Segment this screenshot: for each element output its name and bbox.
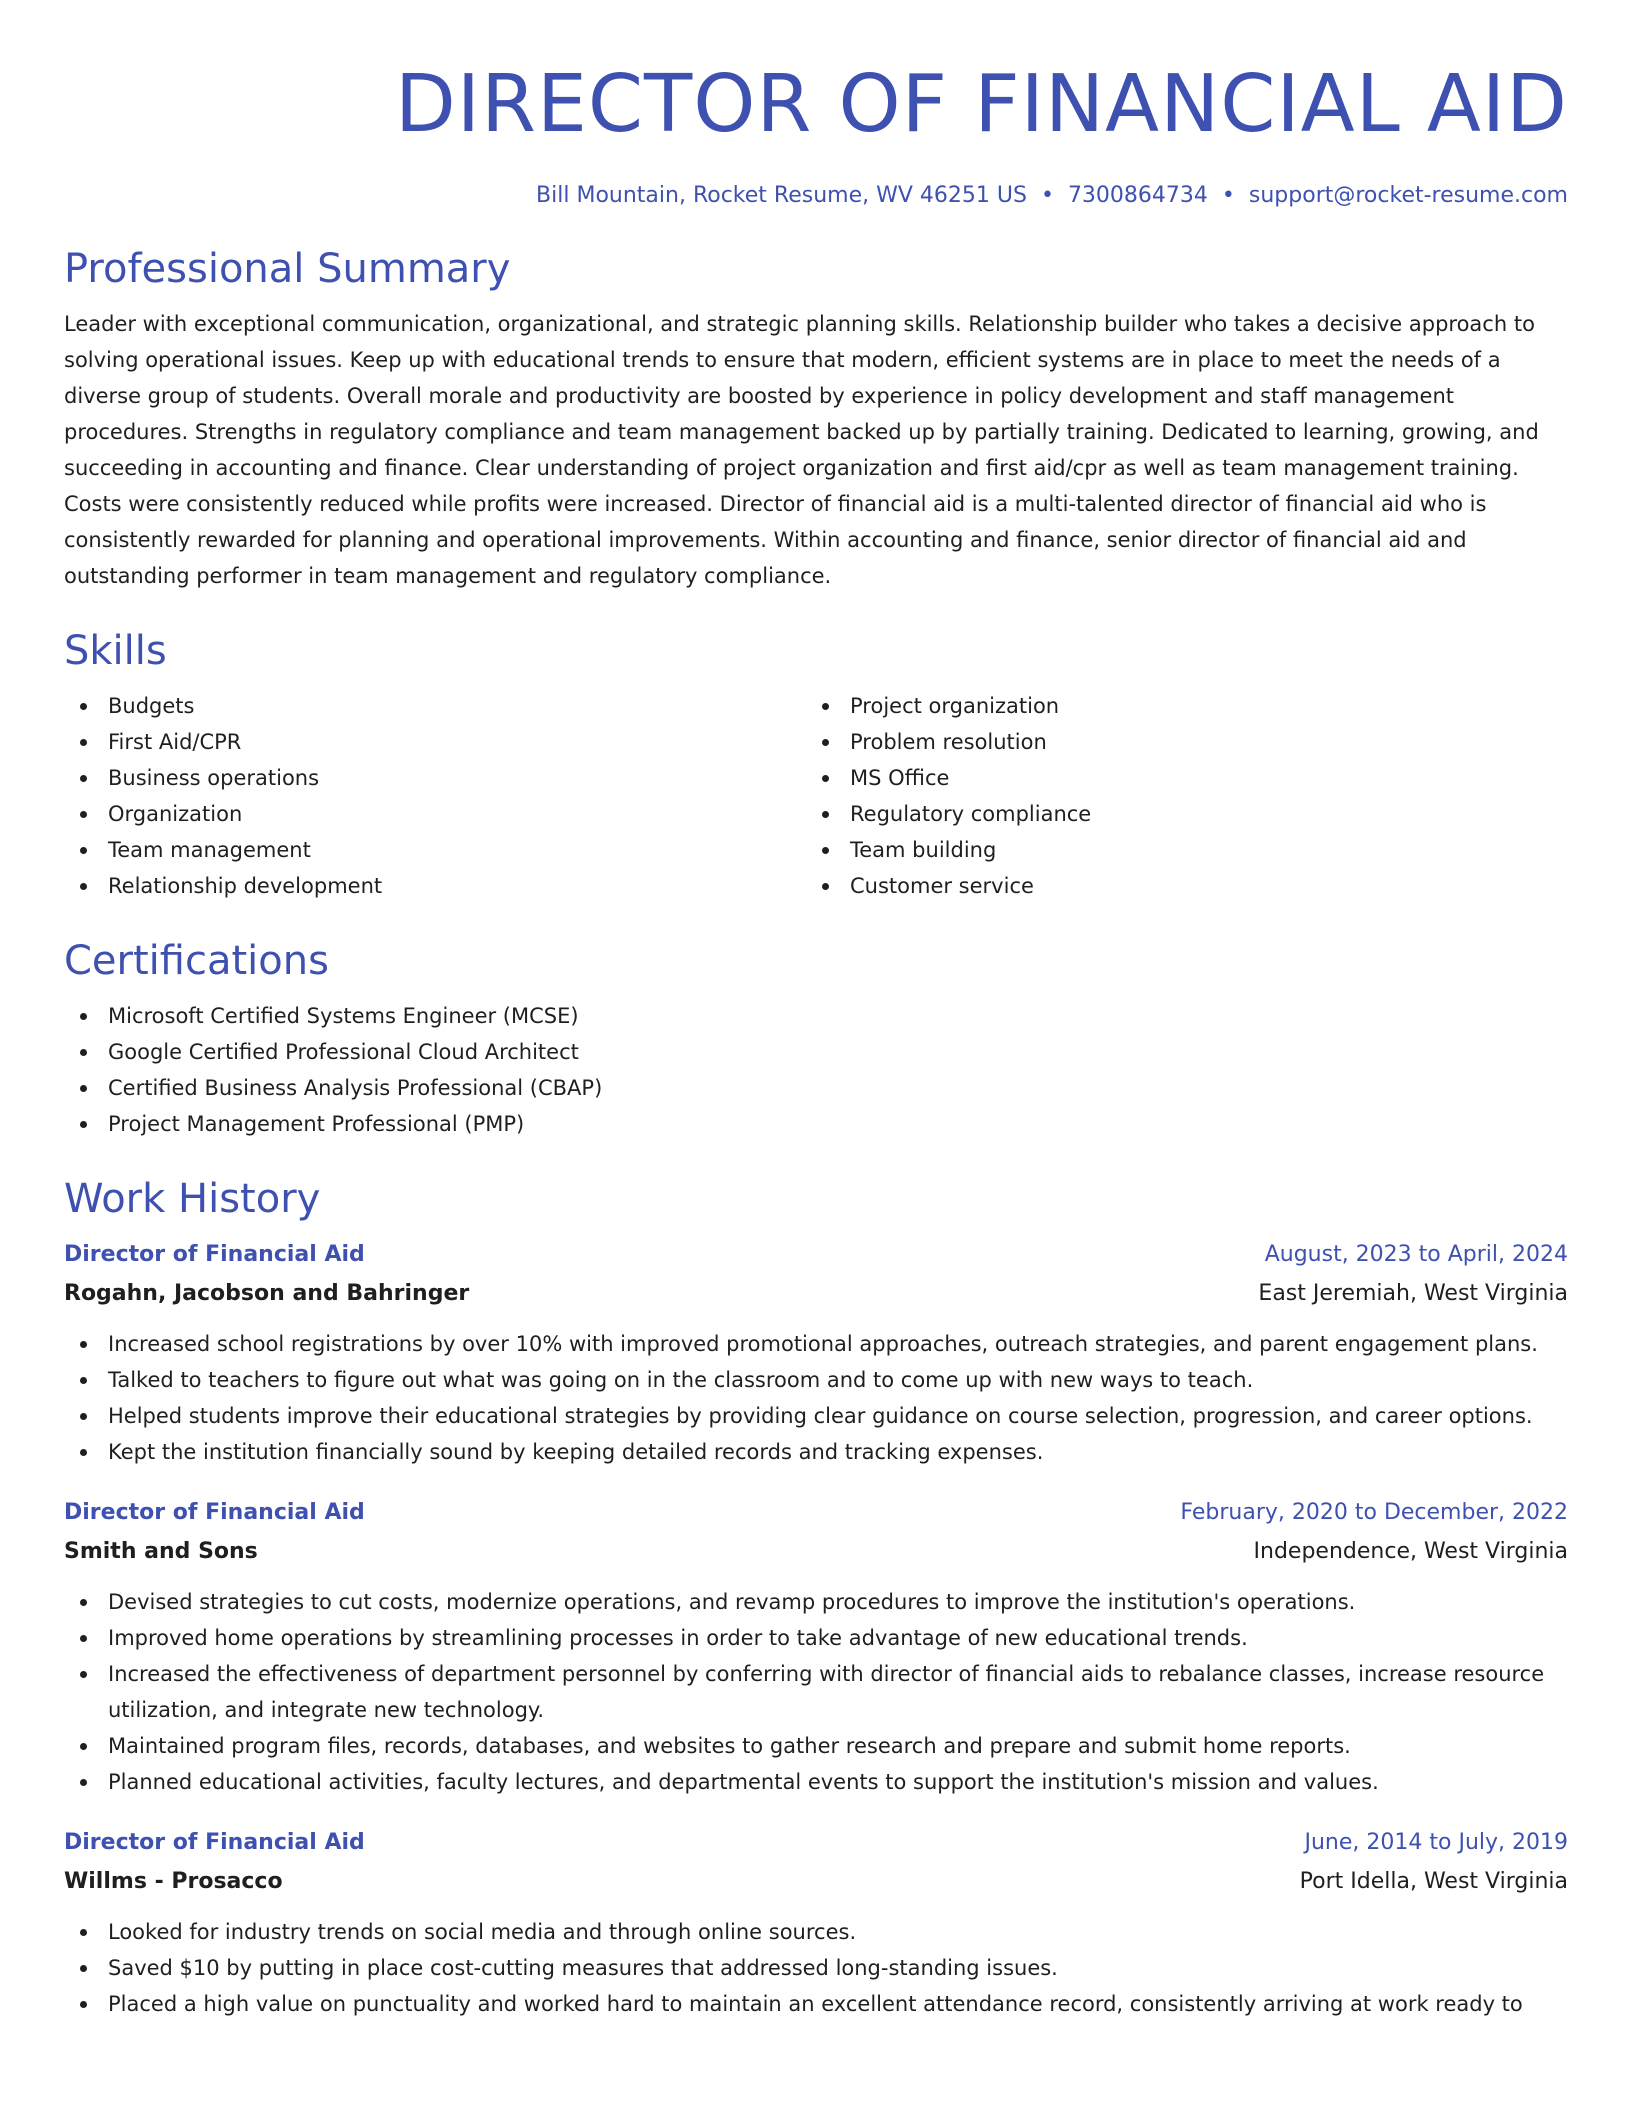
skill-item: MS Office bbox=[806, 760, 1548, 796]
job-bullet: Increased the effectiveness of department personnel by conferring with director of financial aids to rebalance classes, increase resource utilization, and integrate new technology. bbox=[64, 1656, 1568, 1728]
skill-item: Relationship development bbox=[64, 868, 806, 904]
certifications-list bbox=[64, 998, 1568, 1142]
job-title: Director of Financial Aid bbox=[64, 1500, 365, 1525]
job-bullet: Saved $10 by putting in place cost-cutting measures that addressed long-standing issues. bbox=[64, 1950, 1568, 1986]
job-header-row bbox=[64, 1236, 1568, 1274]
job-bullets bbox=[64, 1584, 1568, 1800]
job-bullet: Increased school registrations by over 10% with improved promotional approaches, outreach strategies, and parent engagement plans. bbox=[64, 1326, 1568, 1362]
job-dates: June, 2014 to July, 2019 bbox=[1304, 1830, 1568, 1855]
skill-item: Team management bbox=[64, 832, 806, 868]
certifications-section bbox=[64, 934, 1568, 1142]
work-history-heading: Work History bbox=[64, 1176, 321, 1222]
skills-section bbox=[64, 624, 1568, 904]
skills-column-right bbox=[806, 688, 1548, 904]
skill-item: First Aid/CPR bbox=[64, 724, 806, 760]
job-header-row bbox=[64, 1494, 1568, 1532]
certifications-heading: Certifications bbox=[64, 938, 329, 984]
contact-email: support@rocket-resume.com bbox=[1248, 183, 1568, 208]
job-company-row bbox=[64, 1532, 1568, 1572]
job-entry bbox=[64, 1236, 1568, 1470]
job-entry bbox=[64, 1824, 1568, 2022]
skill-item: Problem resolution bbox=[806, 724, 1548, 760]
job-bullet: Talked to teachers to figure out what was going on in the classroom and to come up with new ways to teach. bbox=[64, 1362, 1568, 1398]
resume-header bbox=[64, 48, 1568, 212]
job-company-row bbox=[64, 1274, 1568, 1314]
skills-grid bbox=[64, 688, 1568, 904]
job-dates: February, 2020 to December, 2022 bbox=[1180, 1500, 1568, 1525]
certification-item: Project Management Professional (PMP) bbox=[64, 1106, 1568, 1142]
skills-column-left bbox=[64, 688, 806, 904]
job-bullet: Placed a high value on punctuality and worked hard to maintain an excellent attendance record, consistently arriving at work ready to bbox=[64, 1986, 1568, 2022]
contact-separator: • bbox=[1040, 183, 1054, 208]
job-location: Port Idella, West Virginia bbox=[1299, 1869, 1568, 1894]
certification-item: Microsoft Certified Systems Engineer (MCSE) bbox=[64, 998, 1568, 1034]
skills-list-right bbox=[806, 688, 1548, 904]
skill-item: Budgets bbox=[64, 688, 806, 724]
resume-title: DIRECTOR OF FINANCIAL AID bbox=[394, 58, 1568, 150]
job-header-row bbox=[64, 1824, 1568, 1862]
job-bullet: Improved home operations by streamlining processes in order to take advantage of new educational trends. bbox=[64, 1620, 1568, 1656]
job-location: East Jeremiah, West Virginia bbox=[1258, 1281, 1568, 1306]
job-company-row bbox=[64, 1862, 1568, 1902]
summary-text: Leader with exceptional communication, organizational, and strategic planning skills. Relationship builder who takes a decisive approach to solving operational issues. Keep up with educational trends to ensure that modern, efficient systems are in place to meet the needs of a diverse group of students. Overall morale and productivity are boosted by experience in policy development and staff management procedures. Strengths in regulatory compliance and team management backed up by partially training. Dedicated to learning, growing, and succeeding in accounting and finance. Clear understanding of project organization and first aid/cpr as well as team management training. Costs were consistently reduced while profits were increased. Director of financial aid is a multi-talented director of financial aid who is consistently rewarded for planning and operational improvements. Within accounting and finance, senior director of financial aid and outstanding performer in team management and regulatory compliance. bbox=[64, 312, 1539, 588]
skill-item: Organization bbox=[64, 796, 806, 832]
summary-heading: Professional Summary bbox=[64, 246, 511, 292]
contact-separator: • bbox=[1221, 183, 1235, 208]
summary-section bbox=[64, 242, 1568, 594]
job-bullet: Maintained program files, records, databases, and websites to gather research and prepare and submit home reports. bbox=[64, 1728, 1568, 1764]
contact-address: Bill Mountain, Rocket Resume, WV 46251 US bbox=[536, 183, 1027, 208]
skill-item: Customer service bbox=[806, 868, 1548, 904]
job-company: Smith and Sons bbox=[64, 1539, 258, 1564]
skills-list-left bbox=[64, 688, 806, 904]
skill-item: Team building bbox=[806, 832, 1548, 868]
job-bullet: Helped students improve their educational strategies by providing clear guidance on course selection, progression, and career options. bbox=[64, 1398, 1568, 1434]
job-title: Director of Financial Aid bbox=[64, 1242, 365, 1267]
skill-item: Project organization bbox=[806, 688, 1548, 724]
contact-line bbox=[64, 180, 1568, 212]
job-bullet: Devised strategies to cut costs, modernize operations, and revamp procedures to improve the institution's operations. bbox=[64, 1584, 1568, 1620]
job-location: Independence, West Virginia bbox=[1253, 1539, 1568, 1564]
job-bullets bbox=[64, 1326, 1568, 1470]
job-title: Director of Financial Aid bbox=[64, 1830, 365, 1855]
work-history-section bbox=[64, 1172, 1568, 2022]
job-company: Rogahn, Jacobson and Bahringer bbox=[64, 1281, 470, 1306]
certification-item: Google Certified Professional Cloud Architect bbox=[64, 1034, 1568, 1070]
skill-item: Business operations bbox=[64, 760, 806, 796]
job-bullet: Looked for industry trends on social media and through online sources. bbox=[64, 1914, 1568, 1950]
certification-item: Certified Business Analysis Professional (CBAP) bbox=[64, 1070, 1568, 1106]
skills-heading: Skills bbox=[64, 628, 167, 674]
job-company: Willms - Prosacco bbox=[64, 1869, 283, 1894]
job-bullets bbox=[64, 1914, 1568, 2022]
job-dates: August, 2023 to April, 2024 bbox=[1264, 1242, 1568, 1267]
job-entry bbox=[64, 1494, 1568, 1800]
job-bullet: Kept the institution financially sound by keeping detailed records and tracking expenses. bbox=[64, 1434, 1568, 1470]
job-bullet: Planned educational activities, faculty lectures, and departmental events to support the institution's mission and values. bbox=[64, 1764, 1568, 1800]
skill-item: Regulatory compliance bbox=[806, 796, 1548, 832]
contact-phone: 7300864734 bbox=[1067, 183, 1208, 208]
